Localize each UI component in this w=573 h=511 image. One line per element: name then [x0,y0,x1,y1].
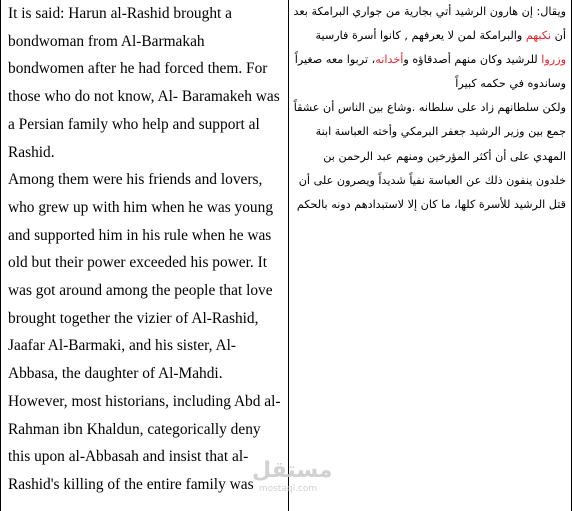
watermark-arabic: مستقل [252,458,333,483]
arabic-text-segment: والبرامكة لمن لا يعرفهم , كانوا أسرة فارسية [315,29,526,43]
arabic-text-segment: ويقال: إن هارون الرشيد أتي بجارية من جواري البرامكة بعد أن [293,5,566,43]
arabic-highlight-word: نكبهم [525,29,552,43]
table-border-right [571,0,572,511]
arabic-highlight-word: أخدانه [375,53,404,67]
english-paragraph-1: It is said: Harun al-Rashid brought a bondwoman from Al-Barmakah bondwomen after he had forced them. For those who do not know, Al- Baramakeh was a Persian family who help and support al Rashid. [8,5,280,161]
arabic-text-segment: ، تربوا معه صغيراً وساندوه في حكمه كبيراً [294,53,566,91]
english-paragraph-3: However, most historians, including Abd al-Rahman ibn Khaldun, categorically deny this upon al-Abbasah and insist that al-Rashid's killing of the entire family was [8,392,281,493]
english-column [8,0,284,499]
arabic-highlight-word: وزروا [541,53,566,67]
arabic-paragraph-1 [293,0,566,96]
watermark-latin: mostaql.com [258,484,318,494]
arabic-column [293,0,566,217]
watermark-logo [252,458,333,506]
table-border-left [0,0,1,511]
arabic-text-segment: للرشيد وكان منهم أصدقاؤه و [403,53,542,67]
table-column-divider [288,0,289,511]
arabic-paragraph-2: ولكن سلطانهم زاد على سلطانه .وشاع بين الناس أن عشقاً جمع بين وزير الرشيد جعفر البرمكي وأخته العباسة ابنة المهدي على أن أكثر المؤرخين ومنهم عبد الرحمن بن خلدون ينفون ذلك عن العباسة نفياً شديداً ويصرون على أن قتل الرشيد للأسرة كلها، ما كان إلا لاستبدادهم دونه بالحكم [293,101,566,211]
english-paragraph-2: Among them were his friends and lovers, who grew up with him when he was young and supported him in his rule when he was old but their power exceeded his power. It was got around among the people that love brought together the vizier of Al-Rashid, Jaafar Al-Barmaki, and his sister, Al-Abbasa, the daughter of Al-Mahdi. [8,171,274,383]
